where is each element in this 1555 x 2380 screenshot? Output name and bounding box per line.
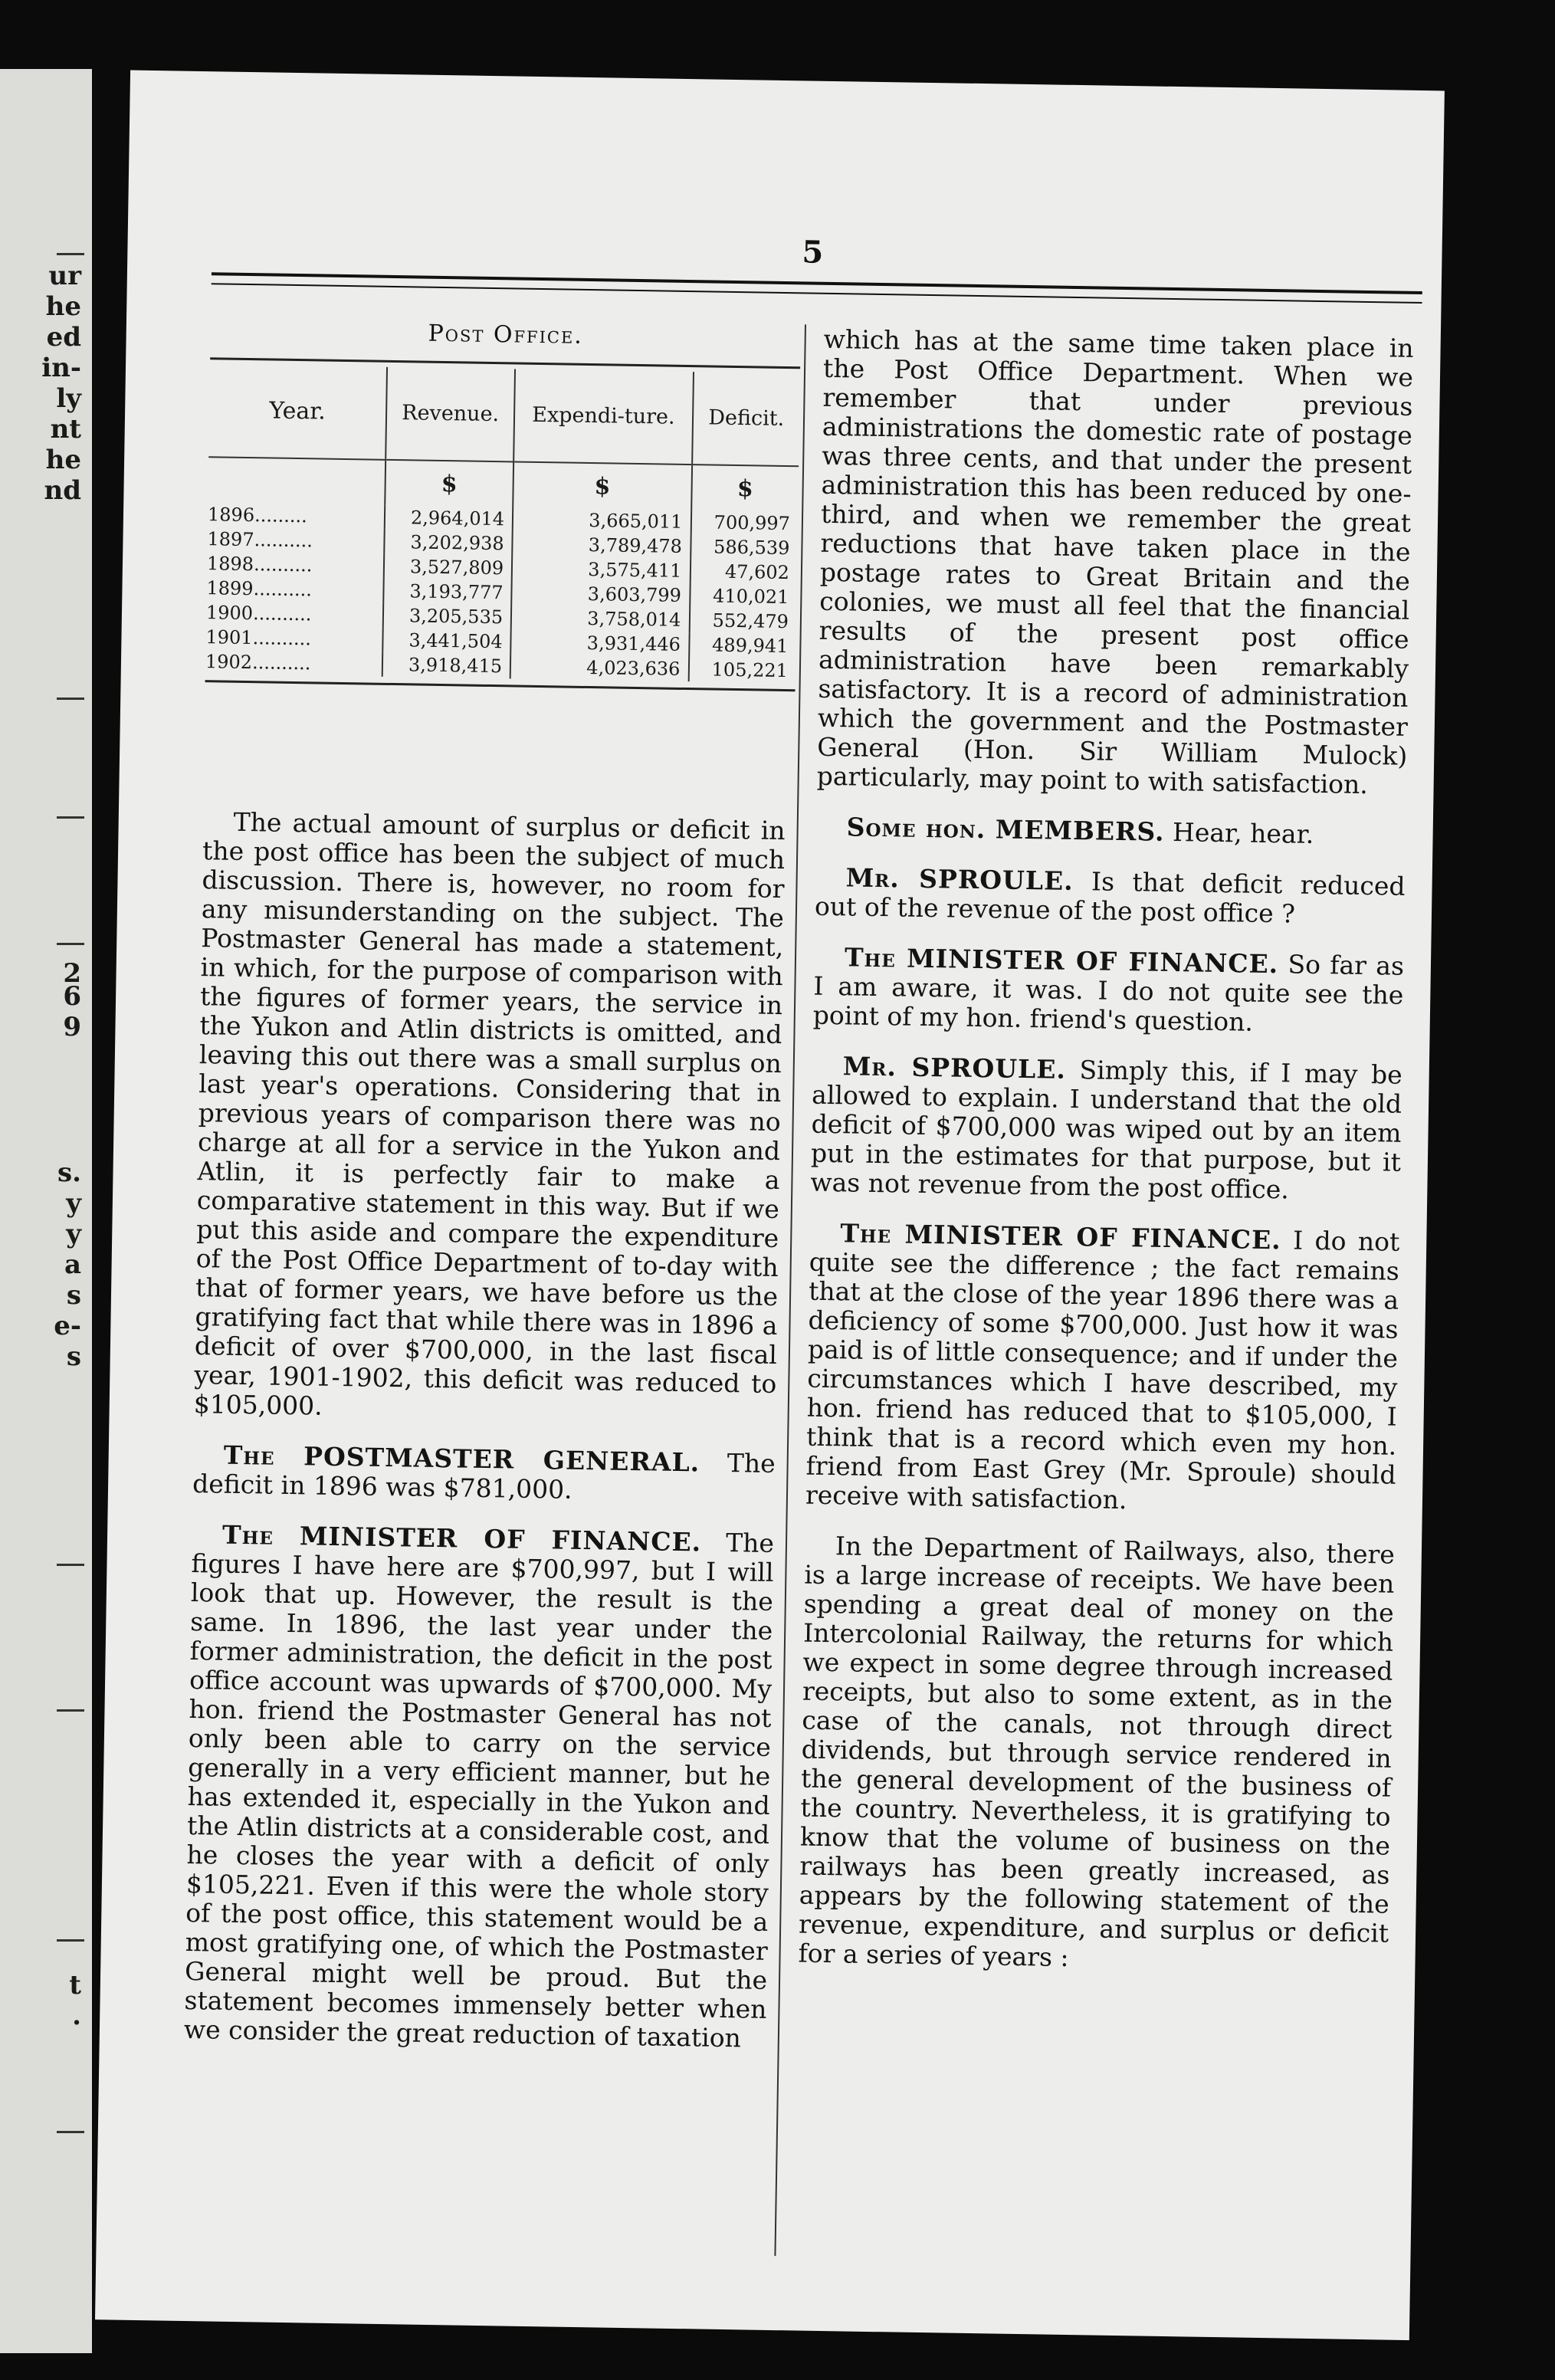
page-number: 5 xyxy=(802,234,824,271)
adjacent-page-fragment: 2 xyxy=(63,958,81,989)
paragraph xyxy=(815,812,1406,851)
paragraph xyxy=(813,943,1405,1039)
expenditure-cell: 4,023,636 xyxy=(510,654,689,681)
unit-cell: $ xyxy=(385,460,513,507)
revenue-cell: 3,202,938 xyxy=(384,530,513,556)
year-cell: 1897.......... xyxy=(207,528,313,552)
expenditure-cell: 3,665,011 xyxy=(513,507,691,534)
paragraph xyxy=(193,807,785,1428)
paragraph xyxy=(184,1520,775,2053)
header-rule xyxy=(212,272,1422,294)
adjacent-page-fragment: s. xyxy=(57,1157,81,1188)
adjacent-page-fragment: 6 xyxy=(63,981,81,1012)
paragraph-text: Hear, hear. xyxy=(1172,817,1314,849)
paragraph-text: I do not quite see the difference ; the fact remains that at the close of the year 1896 there was a deficiency of some $700,000. Just how it was paid is of little consequence; and if under the circumstances which I have described, my hon. friend has reduced that to $105,000, I think that is a record which even my hon. friend from East Grey (Mr. Sproule) should receive with satisfaction. xyxy=(805,1225,1400,1515)
header-rule xyxy=(212,283,1422,304)
year-cell: 1900.......... xyxy=(205,602,312,625)
unit-cell xyxy=(208,457,385,505)
left-text-column xyxy=(183,807,786,2075)
adjacent-page-fragment: a xyxy=(64,1249,81,1280)
expenditure-cell: 3,789,478 xyxy=(512,531,691,559)
post-office-data-table xyxy=(205,364,800,683)
adjacent-page-fragment: e- xyxy=(54,1311,81,1341)
paragraph xyxy=(816,325,1413,800)
adjacent-page-fragment: nt xyxy=(50,414,81,445)
expenditure-cell: 3,758,014 xyxy=(511,605,690,632)
paragraph xyxy=(815,863,1406,931)
paragraph-text: which has at the same time taken place in the Post Office Department. When we remember that under previous administrations the domestic rate of postage was three cents, and that under the present administration this has been reduced by one-third, and when we remember the great reductions that have taken place in the postage rates to Great Britain and the colonies, we must all feel that the financial results of the present post office administration have been remarkably satisfactory. It is a record of administration which the government and the Postmaster General (Hon. Sir William Mulock) particularly, may point to with satisfaction. xyxy=(816,323,1414,800)
header-revenue: Revenue. xyxy=(385,367,515,462)
revenue-cell: 3,918,415 xyxy=(382,652,511,679)
adjacent-page-rule xyxy=(57,1709,84,1712)
adjacent-page-rule xyxy=(57,253,84,255)
paragraph-text: Is that deficit reduced out of the revenue of the post office ? xyxy=(814,866,1406,929)
revenue-cell: 3,193,777 xyxy=(383,579,512,606)
deficit-cell: 410,021 xyxy=(690,583,797,609)
revenue-cell: 2,964,014 xyxy=(385,505,513,532)
adjacent-page-fragment: s xyxy=(66,1341,81,1372)
deficit-cell: 489,941 xyxy=(689,632,796,658)
adjacent-page-fragment: 9 xyxy=(63,1012,81,1042)
adjacent-page-edge xyxy=(0,69,92,2353)
right-text-column xyxy=(798,325,1414,1999)
adjacent-page-rule xyxy=(57,698,84,700)
revenue-cell: 3,205,535 xyxy=(383,603,512,630)
speaker-name: The MINISTER OF FINANCE. xyxy=(221,1519,702,1558)
adjacent-page-rule xyxy=(57,2131,84,2133)
adjacent-page-fragment: ly xyxy=(56,383,81,414)
speaker-name: Some hon. MEMBERS. xyxy=(846,812,1165,847)
paragraph-text: The figures I have here are $700,997, but I will look that up. However, the result is the same. In 1896, the last year under the former administration, the deficit in the post office account was upwards of $700,000. My hon. friend the Postmaster General has not only been able to carry on the service generally in a very efficient manner, but he has extended it, especially in the Yukon and the Atlin districts at a considerable cost, and he closes the year with a deficit of only $105,221. Even if this were the whole story of the post office, this statement would be a most gratifying one, of which the Postmaster General might well be proud. But the statement becomes immensely better when we consider the great reduction of taxation xyxy=(183,1527,775,2053)
year-cell: 1899.......... xyxy=(206,577,313,601)
adjacent-page-fragment: y xyxy=(66,1219,81,1249)
adjacent-page-rule xyxy=(57,1564,84,1566)
header-year: Year. xyxy=(208,364,387,460)
paragraph-text: So far as I am aware, it was. I do not quite see the point of my hon. friend's question. xyxy=(812,949,1405,1037)
speaker-name: The MINISTER OF FINANCE. xyxy=(840,1218,1282,1256)
adjacent-page-rule xyxy=(57,816,84,819)
deficit-cell: 552,479 xyxy=(689,608,796,634)
paragraph-text: The actual amount of surplus or deficit in the post office has been the subject of much discussion. There is, however, no room for any misunderstanding on the subject. The Postmaster General has made a statement, in which, for the purpose of comparison with the figures of former years, the service in the Yukon and Atlin districts is omitted, and leaving this out there was a small surplus on last year's operations. Considering that in previous years of comparison there was no charge at all for a service in the Yukon and Atlin, it is perfectly fair to make a comparative statement in this way. But if we put this aside and compare the expenditure of the Post Office Department of to-day with that of former years, we have before us the gratifying fact that while there was in 1896 a deficit of over $700,000, in the last fiscal year, 1901-1902, this deficit was reduced to $105,000. xyxy=(193,806,786,1421)
adjacent-page-rule xyxy=(57,1939,84,1942)
document-page xyxy=(95,71,1445,2341)
expenditure-cell: 3,603,799 xyxy=(511,580,690,608)
deficit-cell: 105,221 xyxy=(688,657,796,683)
unit-cell: $ xyxy=(513,461,691,510)
paragraph-text: Simply this, if I may be allowed to explain. I understand that the old deficit of $700,000 was wiped out by an item put in the estimates for that purpose, but it was not revenue from the post office. xyxy=(810,1055,1403,1205)
year-cell: 1902.......... xyxy=(205,651,311,675)
deficit-cell: 586,539 xyxy=(691,534,798,560)
adjacent-page-fragment: . xyxy=(72,2001,81,2031)
table-header-row xyxy=(208,364,800,466)
expenditure-cell: 3,575,411 xyxy=(512,556,691,583)
adjacent-page-fragment: he xyxy=(45,445,81,475)
speaker-name: Mr. SPROULE. xyxy=(845,862,1074,896)
paragraph xyxy=(805,1219,1400,1519)
adjacent-page-fragment: he xyxy=(45,291,81,322)
year-cell: 1901.......... xyxy=(205,626,312,650)
adjacent-page-fragment: ed xyxy=(46,322,81,353)
table-title: Post Office. xyxy=(428,320,584,350)
deficit-cell: 700,997 xyxy=(691,510,798,536)
unit-cell: $ xyxy=(691,465,799,511)
expenditure-cell: 3,931,446 xyxy=(510,629,689,657)
year-cell: 1896......... xyxy=(207,504,307,527)
header-expenditure: Expendi-ture. xyxy=(513,369,693,465)
paragraph xyxy=(810,1052,1402,1206)
speaker-name: Mr. SPROULE. xyxy=(842,1051,1067,1085)
adjacent-page-rule xyxy=(57,943,84,945)
post-office-table xyxy=(205,301,802,691)
speaker-name: The POSTMASTER GENERAL. xyxy=(223,1439,700,1478)
revenue-cell: 3,441,504 xyxy=(382,628,511,655)
adjacent-page-fragment: nd xyxy=(44,475,81,506)
paragraph xyxy=(798,1531,1395,1978)
deficit-cell: 47,602 xyxy=(690,559,797,585)
year-cell: 1898.......... xyxy=(206,553,313,576)
header-deficit: Deficit. xyxy=(692,372,800,466)
adjacent-page-fragment: in- xyxy=(41,353,81,383)
adjacent-page-fragment: s xyxy=(66,1280,81,1311)
speaker-name: The MINISTER OF FINANCE. xyxy=(844,942,1279,980)
paragraph xyxy=(192,1440,776,1508)
revenue-cell: 3,527,809 xyxy=(384,554,513,581)
adjacent-page-fragment: ur xyxy=(48,261,81,291)
adjacent-page-fragment: y xyxy=(66,1188,81,1219)
paragraph-text: The deficit in 1896 was $781,000. xyxy=(192,1447,776,1505)
paragraph-text: In the Department of Railways, also, there is a large increase of receipts. We have been spending a great deal of money on the Intercolonial Railway, the returns for which we expect in some degree through increased receipts, but also to some extent, as in the case of the canals, not through direct dividends, but through service rendered in the general development of the business of the country. Nevertheless, it is gratifying to know that the volume of business on the railways has been greatly increased, as appears by the following statement of the revenue, expenditure, and surplus or deficit for a series of years : xyxy=(798,1531,1396,1973)
adjacent-page-fragment: t xyxy=(69,1970,81,2001)
